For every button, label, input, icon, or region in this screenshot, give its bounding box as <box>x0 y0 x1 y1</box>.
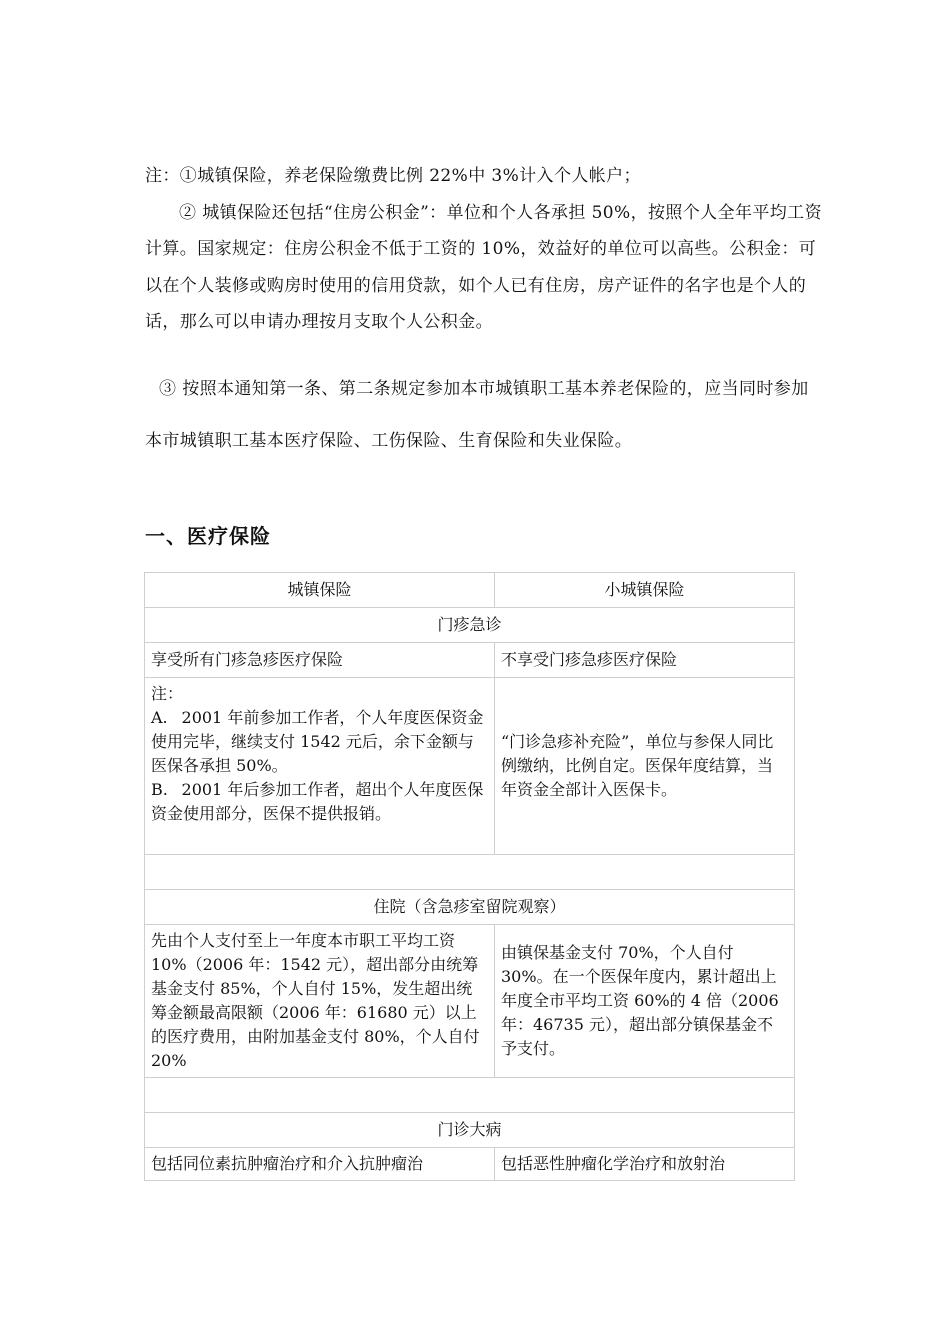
header-urban: 城镇保险 <box>145 573 495 608</box>
spacer <box>145 341 825 363</box>
outpatient-small-town: 不享受门疹急疹医疗保险 <box>495 643 795 678</box>
section-row <box>145 890 795 925</box>
table-row <box>145 643 795 678</box>
hospital-small-town: 由镇保基金支付 70%，个人自付 30%。在一个医保年度内，累计超出上年度全市平均工资 60%的 4 倍（2006 年：46735 元），超出部分镇保基金不予支付。 <box>495 925 795 1078</box>
header-small-town: 小城镇保险 <box>495 573 795 608</box>
empty-cell <box>145 855 795 890</box>
note-urban: 注： A. 2001 年前参加工作者，个人年度医保资金使用完毕，继续支付 1542 元后，余下金额与医保各承担 50%。 B. 2001 年后参加工作者，超出个人年度医保资金使用部分，医保不提供报销。 <box>145 678 495 855</box>
hospital-urban: 先由个人支付至上一年度本市职工平均工资 10%（2006 年：1542 元），超出部分由统筹基金支付 85%，个人自付 15%，发生超出统筹金额最高限额（2006 年：61680 元）以上的医疗费用，由附加基金支付 80%，个人自付 20% <box>145 925 495 1078</box>
note-3: ③ 按照本通知第一条、第二条规定参加本市城镇职工基本养老保险的，应当同时参加本市城镇职工基本医疗保险、工伤保险、生育保险和失业保险。 <box>145 378 809 451</box>
note-2: ② 城镇保险还包括“住房公积金”：单位和个人各承担 50%，按照个人全年平均工资计算。国家规定：住房公积金不低于工资的 10%，效益好的单位可以高些。公积金：可以在个人装修或购房时使用的信用贷款，如个人已有住房，房产证件的名字也是个人的话，那么可以申请办理按月支取个人公积金。 <box>145 202 822 332</box>
table-row <box>145 1148 795 1181</box>
notes-block <box>145 158 825 467</box>
hospital-title: 住院（含急疹室留院观察） <box>145 890 795 925</box>
note-small-town: “门诊急疹补充险”，单位与参保人同比例缴纳，比例自定。医保年度结算，当年资金全部计入医保卡。 <box>495 678 795 855</box>
major-urban: 包括同位素抗肿瘤治疗和介入抗肿瘤治 <box>145 1148 495 1181</box>
empty-cell <box>145 1078 795 1113</box>
table-row <box>145 925 795 1078</box>
outpatient-urban: 享受所有门疹急疹医疗保险 <box>145 643 495 678</box>
table-header-row <box>145 573 795 608</box>
medical-insurance-table <box>144 572 795 1181</box>
section-title: 一、医疗保险 <box>145 524 271 548</box>
major-illness-title: 门诊大病 <box>145 1113 795 1148</box>
empty-row <box>145 1078 795 1113</box>
table-row <box>145 678 795 855</box>
section-row <box>145 608 795 643</box>
note-1: 注：①城镇保险，养老保险缴费比例 22%中 3%计入个人帐户； <box>145 166 641 186</box>
section-row <box>145 1113 795 1148</box>
empty-row <box>145 855 795 890</box>
major-small-town: 包括恶性肿瘤化学治疗和放射治 <box>495 1148 795 1181</box>
outpatient-title: 门疹急诊 <box>145 608 795 643</box>
